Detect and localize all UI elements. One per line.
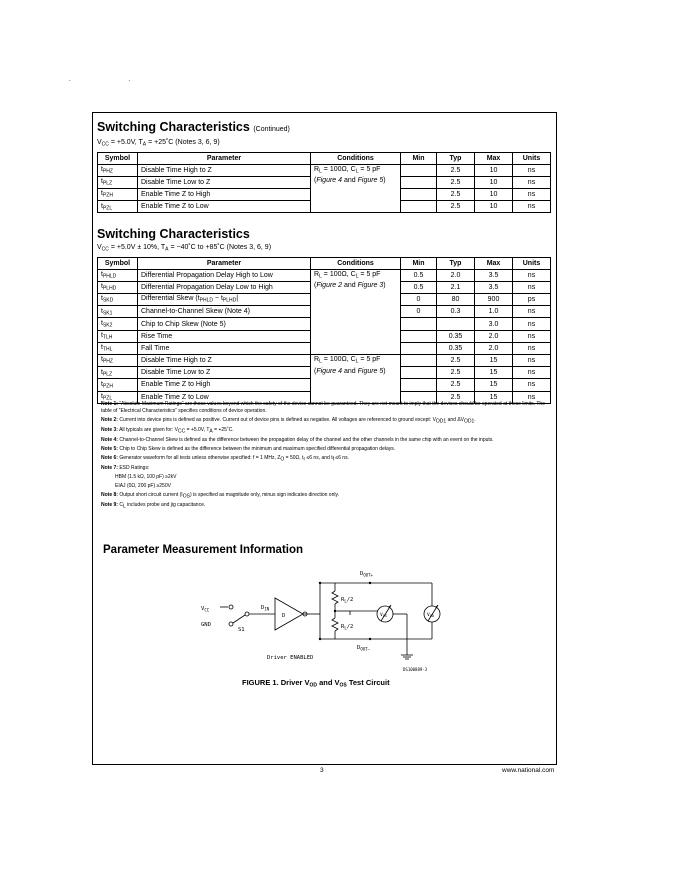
parameter: Enable Time Z to Low [138,391,311,403]
max: 15 [475,391,513,403]
min [401,176,437,188]
header-conditions: Conditions [311,257,401,269]
min: 0 [401,294,437,306]
label-driver: D [282,613,286,619]
label-din: $D_{IN}$ [261,605,270,612]
header-max: Max [475,152,513,164]
typ: 0.35 [437,330,475,342]
parameter: Disable Time Low to Z [138,367,311,379]
units: ns [513,269,551,281]
header-parameter: Parameter [138,152,311,164]
max: 3.0 [475,318,513,330]
typ: 2.5 [437,176,475,188]
typ: 80 [437,294,475,306]
note-7-eiaj: EIAJ (0Ω, 200 pF) ≥250V [115,482,171,489]
symbol: $t_{TLH}$ [98,330,138,342]
parameter: Channel-to-Channel Skew (Note 4) [138,306,311,318]
table-row [98,164,551,176]
parameter: Disable Time Low to Z [138,176,311,188]
table1-conditions: $V_{CC} = +5.0V$, $T_A$ = +25˚C (Notes 3, 6, 9) [97,139,220,148]
max: 3.5 [475,269,513,281]
note-7: Note 7: ESD Ratings: [101,465,150,472]
units: ns [513,342,551,354]
table1 [97,152,551,214]
table1-header-row [98,152,551,164]
min [401,189,437,201]
symbol: $t_{PHZ}$ [98,164,138,176]
min [401,201,437,213]
max: 3.5 [475,281,513,293]
min [401,330,437,342]
min [401,367,437,379]
max: 10 [475,201,513,213]
parameter: Fall Time [138,342,311,354]
note-2: Note 2: Current into device pins is defined as positive. Current out of device pins is defined as negative. All voltages are referenced to ground except: $V_{OD1}$ and $\Delta V_{OD1}$. [101,416,476,425]
min [401,379,437,391]
header-symbol: Symbol [98,152,138,164]
symbol: $t_{SK2}$ [98,318,138,330]
units: ns [513,318,551,330]
max: 15 [475,355,513,367]
units: ns [513,355,551,367]
note-3: Note 3: All typicals are given for: $V_{CC} = +5.0V$, $T_A$ = +25˚C. [101,427,234,435]
symbol: $t_{PLHD}$ [98,281,138,293]
symbol: $t_{THL}$ [98,342,138,354]
parameter: Enable Time Z to High [138,189,311,201]
stray-marks: . . [69,77,159,83]
table1-title: Switching Characteristics (Continued) [97,120,290,134]
conditions-cell: $R_L = 100\Omega$, $C_L = 5$ pF (Figure 4 and Figure 5) [311,164,401,213]
page-number: 3 [320,767,324,774]
min [401,342,437,354]
note-5: Note 5: Chip to Chip Skew is defined as the difference between the minimum and maximum specified differential propagation delays. [101,446,396,453]
label-ds-code: DS100889-3 [403,667,428,672]
max: 15 [475,379,513,391]
footer-url: www.national.com [502,767,555,774]
note-1: Note 1: “Absolute Maximum Ratings” are those values beyond which the safety of the device cannot be guaranteed. They are not meant to imply that the devices should be operated at these limits. The table of “Electrical Characteristics” specifies conditions of device operation. [101,401,545,414]
notes-section [101,401,549,512]
label-dout-plus: $D_{OUT+}$ [360,571,373,578]
symbol: $t_{PHLD}$ [98,269,138,281]
table-row [98,355,551,367]
switching-characteristics-continued [97,120,550,213]
symbol: $t_{PHZ}$ [98,355,138,367]
switching-characteristics [97,227,550,404]
note-6: Note 6: Generator waveform for all tests unless otherwise specified: f = 1 MHz, $Z_O = 50\Omega$, $t_r \le 6$ ns, and $t_f \le 6$ ns. [101,454,349,463]
note-8: Note 8: Output short circuit current $(I_{OS})$ is specified as magnitude only, minus sign indicates direction only. [101,491,339,500]
typ: 0.3 [437,306,475,318]
label-rl-top: $R_L/2$ [341,597,354,604]
max: 1.0 [475,306,513,318]
header-conditions: Conditions [311,152,401,164]
header-typ: Typ [437,257,475,269]
symbol: $t_{PZL}$ [98,201,138,213]
typ: 2.5 [437,189,475,201]
label-rl-bottom: $R_L/2$ [341,624,354,631]
header-min: Min [401,152,437,164]
min: 0 [401,306,437,318]
max: 15 [475,367,513,379]
max: 10 [475,176,513,188]
table2-title: Switching Characteristics [97,227,250,241]
symbol: $t_{PZL}$ [98,391,138,403]
parameter: Disable Time High to Z [138,355,311,367]
units: ns [513,367,551,379]
parameter: Enable Time Z to High [138,379,311,391]
parameter: Chip to Chip Skew (Note 5) [138,318,311,330]
max: 10 [475,164,513,176]
max: 2.0 [475,330,513,342]
header-max: Max [475,257,513,269]
parameter: Differential Propagation Delay Low to High [138,281,311,293]
min [401,318,437,330]
label-vcc: $V_{CC}$ [201,606,210,613]
note-9: Note 9: $C_L$ includes probe and jig capacitance. [101,501,206,510]
symbol: $t_{PLZ}$ [98,176,138,188]
units: ps [513,294,551,306]
header-typ: Typ [437,152,475,164]
typ: 2.5 [437,201,475,213]
min: 0.5 [401,281,437,293]
parameter: Enable Time Z to Low [138,201,311,213]
note-7-hbm: HBM (1.5 kΩ, 100 pF) ≥2kV [115,474,177,481]
typ: 2.0 [437,269,475,281]
units: ns [513,176,551,188]
conditions-cell: $R_L = 100\Omega$, $C_L = 5$ pF (Figure 2 and Figure 3) [311,269,401,354]
header-units: Units [513,152,551,164]
max: 10 [475,189,513,201]
symbol: $t_{SKD}$ [98,294,138,306]
header-min: Min [401,257,437,269]
symbol: $t_{PLZ}$ [98,367,138,379]
typ: 0.35 [437,342,475,354]
units: ns [513,391,551,403]
parameter: Rise Time [138,330,311,342]
test-circuit-diagram [195,563,455,675]
symbol: $t_{PZH}$ [98,379,138,391]
min [401,164,437,176]
parameter: Differential Skew ($t_{PHLD} - t_{PLHD}|$ [138,294,311,306]
table2 [97,257,551,404]
parameter: Differential Propagation Delay High to Low [138,269,311,281]
typ: 2.5 [437,379,475,391]
typ [437,318,475,330]
header-symbol: Symbol [98,257,138,269]
measurement-title: Parameter Measurement Information [103,544,304,556]
max: 900 [475,294,513,306]
label-dout-minus: $D_{OUT-}$ [357,645,370,652]
label-driver-enabled: Driver ENABLED [267,655,314,661]
typ: 2.5 [437,355,475,367]
max: 2.0 [475,342,513,354]
symbol: $t_{PZH}$ [98,189,138,201]
label-gnd: GND [201,622,211,628]
units: ns [513,379,551,391]
min: 0.5 [401,269,437,281]
units: ns [513,201,551,213]
table-row [98,269,551,281]
label-vod: $V_{OD}$ [427,613,434,618]
conditions-cell: $R_L = 100\Omega$, $C_L = 5$ pF (Figure 4 and Figure 5) [311,355,401,404]
units: ns [513,281,551,293]
header-parameter: Parameter [138,257,311,269]
units: ns [513,330,551,342]
symbol: $t_{SK1}$ [98,306,138,318]
parameter: Disable Time High to Z [138,164,311,176]
units: ns [513,164,551,176]
figure-caption: FIGURE 1. Driver $V_{OD}$ and $V_{OS}$ Test Circuit [242,678,390,689]
typ: 2.1 [437,281,475,293]
header-units: Units [513,257,551,269]
units: ns [513,189,551,201]
label-s1: S1 [238,627,245,633]
typ: 2.5 [437,367,475,379]
table2-header-row [98,257,551,269]
note-4: Note 4: Channel-to-Channel Skew is defined as the difference between the propagation delay of the channel and the other channels in the same chip with an event on the inputs. [101,437,494,444]
label-vos: $V_{OS}$ [380,613,387,618]
units: ns [513,306,551,318]
min [401,355,437,367]
typ: 2.5 [437,164,475,176]
typ: 2.5 [437,391,475,403]
table2-conditions: $V_{CC} = +5.0V \pm 10\%$, $T_A$ = −40˚C to +85˚C (Notes 3, 6, 9) [97,244,272,253]
